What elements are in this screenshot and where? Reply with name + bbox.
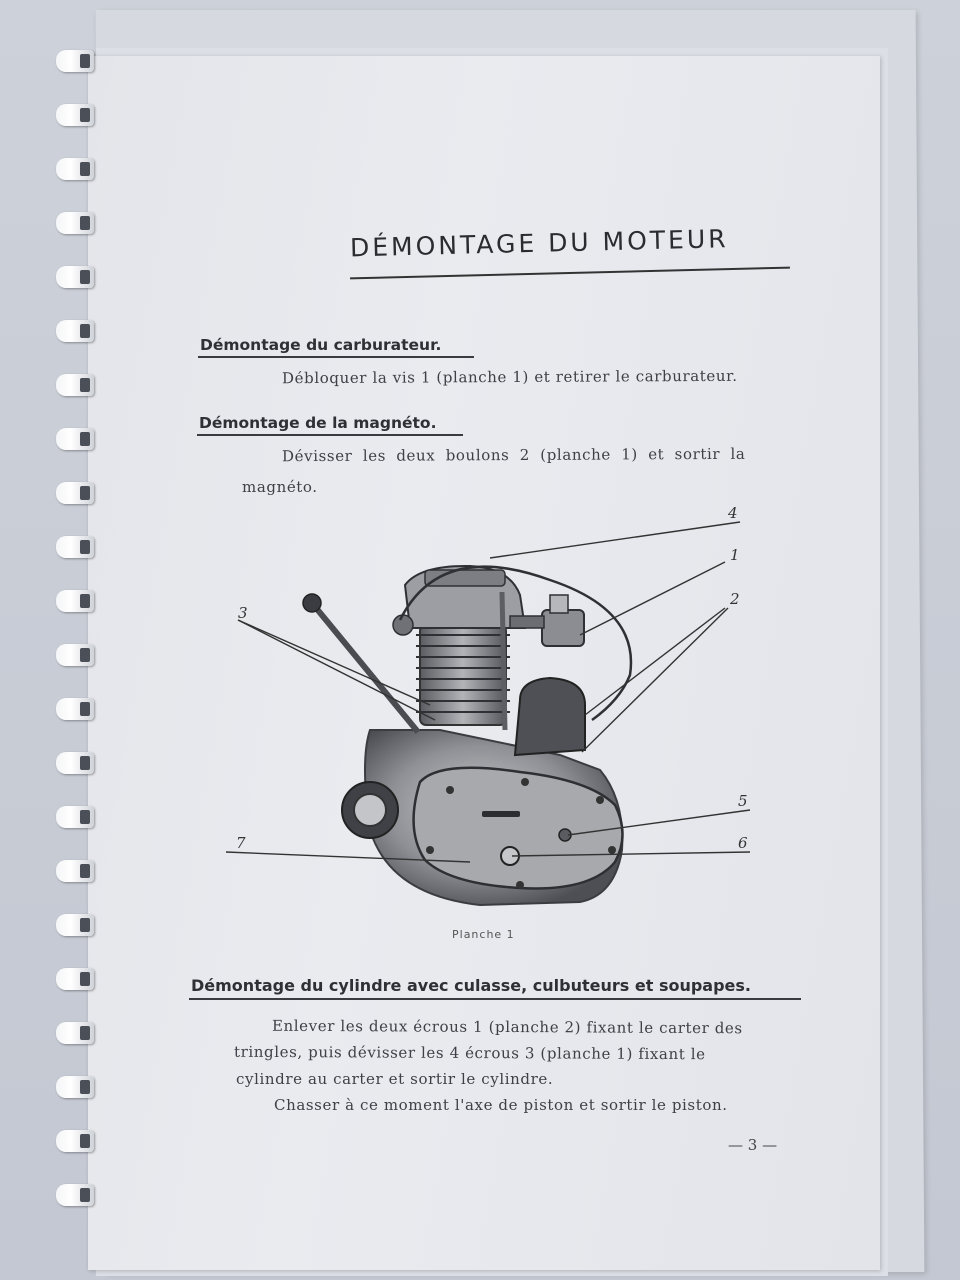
spiral-binding [56, 40, 96, 1240]
inlet-pipe [510, 616, 544, 628]
carburetor [542, 610, 584, 646]
heading-underline [197, 434, 463, 436]
heading-underline [198, 356, 474, 358]
callout-label-6: 6 [738, 834, 748, 852]
page-number: — 3 — [728, 1136, 778, 1154]
binding-ring [56, 860, 94, 882]
paragraph-line: Débloquer la vis 1 (planche 1) et retirer le carburateur. [281, 366, 738, 388]
section-heading-magneto: Démontage de la magnéto. [199, 414, 437, 432]
pushrod-tube [502, 592, 505, 730]
binding-ring [56, 590, 94, 612]
binding-ring [56, 266, 94, 288]
binding-ring [56, 158, 94, 180]
binding-ring [56, 644, 94, 666]
callout-label-2: 2 [730, 590, 740, 608]
cover-screw [521, 778, 529, 786]
binding-ring [56, 212, 94, 234]
binding-ring [56, 482, 94, 504]
binding-ring [56, 320, 94, 342]
paragraph-line: magnéto. [242, 478, 318, 496]
left-cover-center [354, 794, 386, 826]
callout-label-1: 1 [730, 546, 740, 564]
engine-illustration [220, 500, 800, 920]
binding-ring [56, 806, 94, 828]
binding-ring [56, 536, 94, 558]
cover-screw [446, 786, 454, 794]
paragraph-line: Chasser à ce moment l'axe de piston et sortir le piston. [274, 1096, 728, 1114]
carburetor-top [550, 595, 568, 613]
cover-screw [608, 846, 616, 854]
magneto [515, 678, 585, 755]
binding-ring [56, 752, 94, 774]
section-heading-cylinder: Démontage du cylindre avec culasse, culbuteurs et soupapes. [191, 976, 752, 995]
binding-ring [56, 428, 94, 450]
binding-ring [56, 698, 94, 720]
paragraph-line: Enlever les deux écrous 1 (planche 2) fixant le carter des [271, 1016, 743, 1038]
binding-ring [56, 914, 94, 936]
figure-caption: Planche 1 [452, 928, 515, 941]
heading-underline [189, 998, 801, 1000]
binding-ring [56, 1130, 94, 1152]
cover-screw [516, 881, 524, 889]
binding-ring [56, 374, 94, 396]
cylinder-barrel [420, 625, 506, 725]
page-title: DÉMONTAGE DU MOTEUR [349, 224, 729, 263]
cover-screw [596, 796, 604, 804]
callout-label-5: 5 [738, 792, 748, 810]
paragraph-line: cylindre au carter et sortir le cylindre. [236, 1070, 554, 1088]
binding-ring [56, 1076, 94, 1098]
lever-knob [303, 594, 321, 612]
binding-ring [56, 1184, 94, 1206]
cover-slot [482, 811, 520, 817]
binding-ring [56, 968, 94, 990]
section-heading-carburetor: Démontage du carburateur. [200, 336, 442, 354]
cover-screw [426, 846, 434, 854]
callout-label-3: 3 [238, 604, 248, 622]
paragraph-line: tringles, puis dévisser les 4 écrous 3 (planche 1) fixant le [233, 1042, 706, 1064]
callout-label-4: 4 [728, 504, 738, 522]
paragraph-line: Dévisser les deux boulons 2 (planche 1) et sortir la [281, 444, 746, 466]
binding-ring [56, 1022, 94, 1044]
binding-ring [56, 50, 94, 72]
binding-ring [56, 104, 94, 126]
callout-label-7: 7 [236, 834, 246, 852]
spark-plug-boss [393, 615, 413, 635]
